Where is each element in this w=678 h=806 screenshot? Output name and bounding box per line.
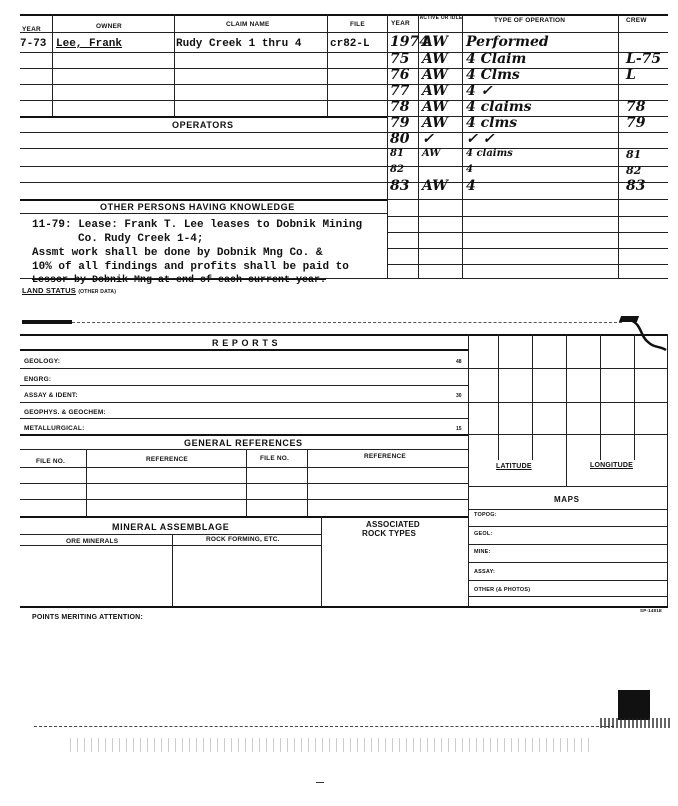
row-rule [468,580,668,581]
operation-year: 82 [390,164,404,175]
land-status-label [22,286,116,295]
operation-crew: 79 [626,115,646,131]
operation-type: ✓ ✓ [466,131,495,147]
ref-header-file-no-2: FILE NO. [260,455,290,462]
row-rule [20,100,387,101]
operation-status: AW [422,67,448,83]
grid-line [634,334,635,460]
note-line: Lessor by Dobnik Mng at end of each current year. [32,275,327,286]
grid-line [667,334,668,606]
operation-year: 75 [390,51,410,67]
header-active-or-idle: ACTIVE OR IDLE [419,15,463,21]
associated-label: ASSOCIATED [366,520,420,529]
operation-type: 4 claims [466,99,532,115]
map-assay: ASSAY: [474,569,496,575]
operation-crew: L-75 [626,51,662,67]
row-rule [20,213,387,214]
operation-type: 4 clms [466,115,518,131]
row-rule [468,562,668,563]
report-engrg: ENGRG: [24,376,52,383]
lower-bottom-border [20,606,668,608]
col-divider [387,14,388,278]
land-status-sub: (OTHER DATA) [78,289,117,295]
operation-year: 77 [390,83,410,99]
operation-status: ✓ [422,131,434,147]
header-crew: CREW [626,17,647,24]
operation-crew: 82 [626,164,642,177]
row-rule [20,199,387,201]
map-topog: TOPOG: [474,512,497,518]
report-assay: ASSAY & IDENT: [24,392,78,399]
grid-line [468,434,668,435]
row-rule [20,499,468,500]
map-geol: GEOL: [474,531,493,537]
operation-type: 4 Claim [466,51,527,67]
row-rule [20,545,321,546]
grid-line [532,334,533,460]
row-rule [20,449,468,450]
row-rule [387,232,668,233]
map-mine: MINE: [474,549,491,555]
operation-type: Performed [466,34,549,50]
row-rule [20,116,387,118]
row-rule [20,68,387,69]
col-divider [618,14,619,278]
row-rule [387,216,668,217]
scan-line [72,322,622,324]
points-meriting-attention-label: POINTS MERITING ATTENTION: [32,614,143,621]
grid-line [566,334,567,460]
row-rule [20,483,468,484]
row-rule [20,132,387,133]
grid-line [600,334,601,460]
row-rule [468,509,668,510]
operation-status: AW [422,99,448,115]
col-divider [321,516,322,606]
operation-year: 83 [390,178,410,194]
col-divider [172,534,173,606]
row-rule [20,402,468,403]
row-rule [468,596,668,597]
row-rule [20,349,468,351]
note-line: 10% of all findings and profits shall be paid to [32,261,349,273]
owner-year: 7-73 [20,38,47,50]
grid-line [468,368,668,369]
row-rule [20,52,387,53]
longitude-label: LONGITUDE [590,462,634,469]
operation-crew: 78 [626,99,646,115]
operation-year: 80 [390,131,410,147]
land-status-text: LAND STATUS [22,286,77,295]
col-divider [566,460,567,486]
row-rule [20,385,468,386]
top-border [20,14,668,16]
header-owner: OWNER [96,23,122,30]
header-claim-name: CLAIM NAME [226,21,270,28]
report-geophys: GEOPHYS. & GEOCHEM: [24,409,106,416]
row-rule [468,526,668,527]
ref-header-reference-2: REFERENCE [364,453,406,460]
row-rule [468,544,668,545]
col-divider [462,14,463,278]
operation-status: AW [422,83,448,99]
claim-name: Rudy Creek 1 thru 4 [176,38,302,50]
operation-type: 4 [466,178,476,194]
operation-status: AW [422,51,448,67]
operators-label: OPERATORS [172,120,234,130]
report-geology-num: 48 [456,359,462,365]
report-metallurgical-num: 15 [456,426,462,432]
reports-title: R E P O R T S [212,338,279,348]
operation-crew: 83 [626,178,646,194]
operation-status: AW [422,178,448,194]
operation-type: 4 claims [466,148,513,159]
row-rule [387,199,668,200]
scan-mark [22,320,72,324]
operation-type: 4 ✓ [466,83,493,99]
operation-type: 4 Clms [466,67,520,83]
scan-squiggle [620,316,670,356]
ref-header-reference: REFERENCE [146,456,188,463]
lower-top-border [20,334,668,336]
operation-crew: 81 [626,148,642,161]
header-year-2: YEAR [391,20,410,27]
row-rule [20,182,387,183]
row-rule [468,486,668,487]
note-line: Co. Rudy Creek 1-4; [78,233,204,245]
note-line: 11-79: Lease: Frank T. Lee leases to Dobnik Mining [32,219,363,231]
row-rule [20,368,468,369]
row-rule [20,516,468,518]
scan-noise [600,718,670,728]
header-year: YEAR [22,26,41,33]
report-assay-num: 30 [456,393,462,399]
file-number: cr82-L [330,38,370,50]
operation-year: 1974 [390,34,429,50]
grid-line [498,334,499,460]
general-references-title: GENERAL REFERENCES [184,438,303,448]
col-divider [468,334,469,606]
report-geology: GEOLOGY: [24,358,61,365]
scan-line [34,726,614,728]
rock-types-label: ROCK TYPES [362,529,417,538]
mineral-assemblage-title: MINERAL ASSEMBLAGE [112,522,230,532]
row-rule [20,534,321,535]
grid-line [468,402,668,403]
operation-year: 79 [390,115,410,131]
header-type-of-operation: TYPE OF OPERATION [494,17,566,24]
scan-dash [316,782,324,783]
owner-name: Lee, Frank [56,38,123,50]
header-bottom-rule [20,32,668,33]
row-rule [387,248,668,249]
scan-noise [70,738,590,752]
map-other: OTHER (& PHOTOS) [474,587,531,593]
operation-year: 76 [390,67,410,83]
col-divider [418,14,419,278]
row-rule [20,166,387,167]
operation-crew: L [626,67,636,83]
row-rule [20,418,468,419]
maps-title: MAPS [554,495,580,504]
header-file: FILE [350,21,365,28]
row-rule [387,264,668,265]
row-rule [20,467,468,468]
operation-type: 4 [466,164,473,175]
operation-status: AW [422,115,448,131]
scan-blot [618,690,650,720]
rock-forming-label: ROCK FORMING, ETC. [206,536,280,543]
operation-year: 78 [390,99,410,115]
report-metallurgical: METALLURGICAL: [24,425,85,432]
row-rule [20,434,468,436]
ore-minerals-label: ORE MINERALS [66,538,119,545]
other-persons-label: OTHER PERSONS HAVING KNOWLEDGE [100,202,295,212]
row-rule [20,84,387,85]
note-line: Assmt work shall be done by Dobnik Mng Co. & [32,247,323,259]
operation-year: 81 [390,148,404,159]
form-code: SP-1481E [640,608,663,613]
latitude-label: LATITUDE [496,463,532,470]
operation-status: AW [422,34,448,50]
ref-header-file-no: FILE NO. [36,458,66,465]
operation-status: AW [422,148,441,159]
row-rule [20,148,387,149]
